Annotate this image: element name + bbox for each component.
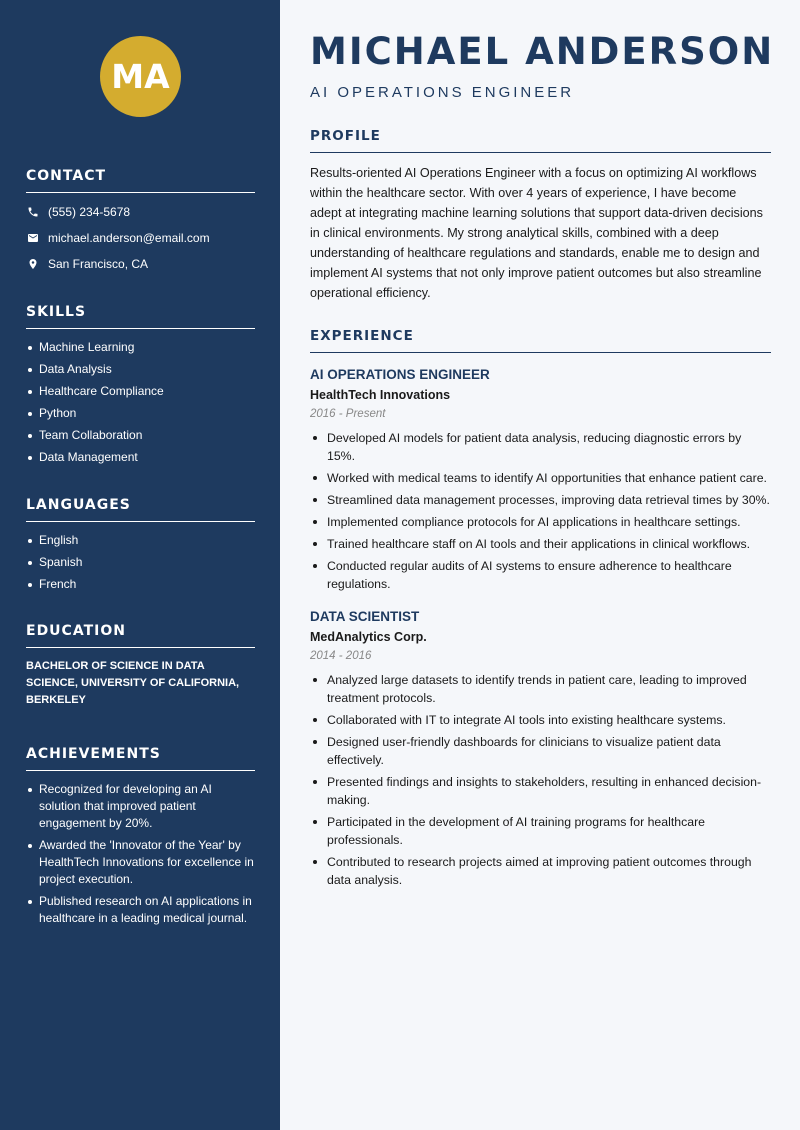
job-company: MedAnalytics Corp. (310, 630, 427, 644)
job-dates: 2014 - 2016 (310, 650, 372, 662)
contact-location (26, 251, 255, 277)
education-degree: BACHELOR OF SCIENCE IN DATA SCIENCE, UNIVERSITY OF CALIFORNIA, BERKELEY (26, 660, 240, 706)
list-item: Conducted regular audits of AI systems to ensure adherence to healthcare regulations. (310, 557, 771, 593)
profile-text: Results-oriented AI Operations Engineer with a focus on optimizing AI workflows within the healthcare sector. With over 4 years of experience, I have become adept at integrating machine learning solutions that support data-driven decisions in clinical environments. My strong analytical skills, combined with a deep understanding of healthcare regulations and standards, enable me to design and implement AI systems that not only improve patient outcomes but also streamline operational efficiency. (310, 166, 763, 300)
experience-heading: EXPERIENCE (310, 328, 771, 353)
sidebar (0, 0, 280, 1130)
list-item: Implemented compliance protocols for AI applications in healthcare settings. (310, 513, 771, 531)
skills-section (26, 304, 255, 471)
list-item: Analyzed large datasets to identify trends in patient care, leading to improved treatment protocols. (310, 671, 771, 707)
list-item: English (26, 532, 255, 549)
candidate-title: AI OPERATIONS ENGINEER (310, 84, 575, 101)
list-item: Developed AI models for patient data analysis, reducing diagnostic errors by 15%. (310, 429, 771, 465)
list-item: Participated in the development of AI training programs for healthcare professionals. (310, 813, 771, 849)
education-heading: EDUCATION (26, 623, 255, 648)
languages-section (26, 497, 255, 598)
job-dates: 2016 - Present (310, 408, 386, 420)
achievements-heading: ACHIEVEMENTS (26, 746, 255, 771)
profile-section (310, 128, 771, 303)
phone-icon (26, 205, 40, 219)
list-item: Machine Learning (26, 339, 255, 356)
skills-list (26, 339, 255, 466)
experience-section (310, 328, 771, 893)
contact-phone-text: (555) 234-5678 (48, 205, 131, 219)
job-role: AI OPERATIONS ENGINEER (310, 367, 490, 382)
list-item: Spanish (26, 554, 255, 571)
contact-email (26, 225, 255, 251)
list-item: Contributed to research projects aimed at improving patient outcomes through data analysis. (310, 853, 771, 889)
list-item: Python (26, 405, 255, 422)
list-item: Recognized for developing an AI solution that improved patient engagement by 20%. (26, 781, 255, 832)
list-item: Streamlined data management processes, improving data retrieval times by 30%. (310, 491, 771, 509)
job-company: HealthTech Innovations (310, 388, 451, 402)
job-bullets (310, 671, 771, 889)
list-item: Team Collaboration (26, 427, 255, 444)
list-item: Published research on AI applications in healthcare in a leading medical journal. (26, 893, 255, 927)
job-entry (310, 609, 771, 889)
list-item: Designed user-friendly dashboards for clinicians to visualize patient data effectively. (310, 733, 771, 769)
avatar-initials: MA (111, 57, 170, 96)
skills-heading: SKILLS (26, 304, 255, 329)
job-bullets (310, 429, 771, 593)
list-item: Awarded the 'Innovator of the Year' by HealthTech Innovations for excellence in project execution. (26, 837, 255, 888)
avatar (100, 36, 181, 117)
contact-email-text: michael.anderson@email.com (48, 231, 210, 245)
list-item: French (26, 576, 255, 593)
contact-phone (26, 199, 255, 225)
candidate-name: MICHAEL ANDERSON (310, 30, 775, 73)
languages-heading: LANGUAGES (26, 497, 255, 522)
list-item: Collaborated with IT to integrate AI tools into existing healthcare systems. (310, 711, 771, 729)
list-item: Worked with medical teams to identify AI opportunities that enhance patient care. (310, 469, 771, 487)
job-role: DATA SCIENTIST (310, 609, 420, 624)
job-entry (310, 367, 771, 593)
profile-heading: PROFILE (310, 128, 771, 153)
languages-list (26, 532, 255, 593)
list-item: Data Management (26, 449, 255, 466)
contact-section (26, 168, 255, 277)
list-item: Trained healthcare staff on AI tools and their applications in clinical workflows. (310, 535, 771, 553)
location-pin-icon (26, 257, 40, 271)
email-icon (26, 231, 40, 245)
achievements-list (26, 781, 255, 927)
list-item: Healthcare Compliance (26, 383, 255, 400)
contact-heading: CONTACT (26, 168, 255, 193)
list-item: Presented findings and insights to stakeholders, resulting in enhanced decision-making. (310, 773, 771, 809)
contact-location-text: San Francisco, CA (48, 257, 149, 271)
education-section (26, 623, 255, 709)
list-item: Data Analysis (26, 361, 255, 378)
achievements-section (26, 746, 255, 932)
